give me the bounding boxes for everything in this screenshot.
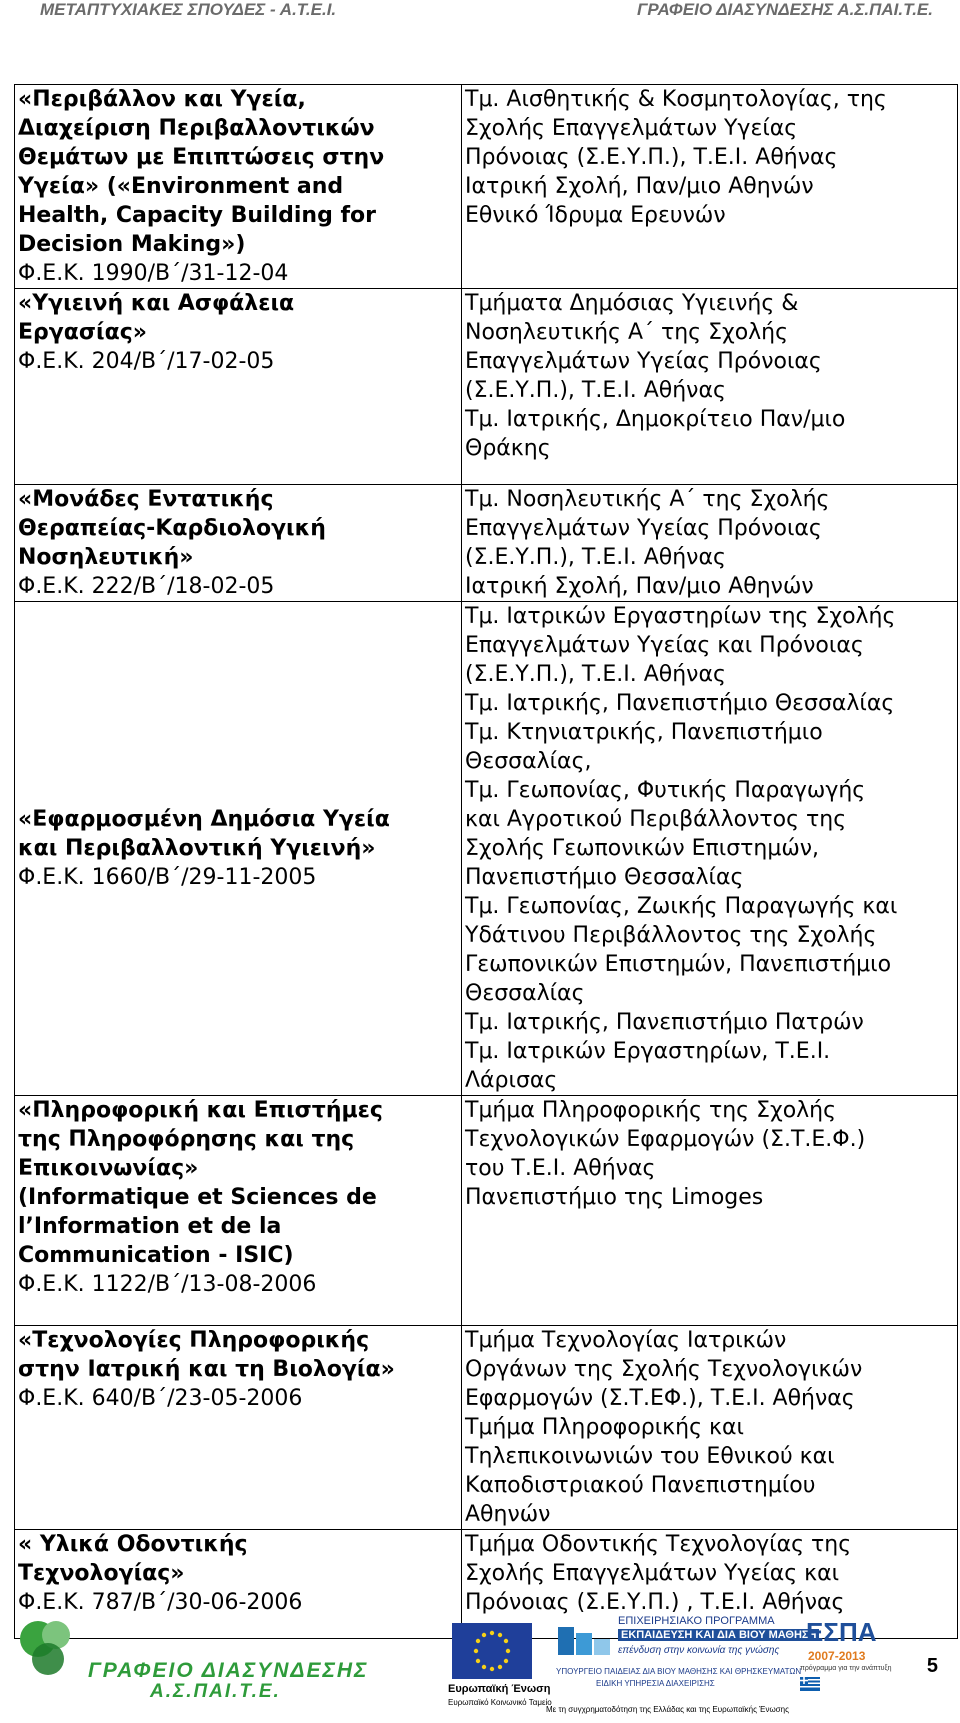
department-line: Θεσσαλίας — [465, 981, 585, 1006]
page-header — [0, 0, 960, 24]
program-cell — [15, 602, 462, 1096]
espa-sub: πρόγραμμα για την ανάπτυξη — [800, 1665, 892, 1672]
department-line: Τμ. Νοσηλευτικής Α΄ της Σχολής — [465, 487, 830, 512]
department-line: Σχολής Γεωπονικών Επιστημών, — [465, 836, 820, 861]
program-title-line: « Υλικά Οδοντικής — [18, 1532, 248, 1557]
program-cell — [15, 1096, 462, 1326]
departments-cell — [462, 1326, 958, 1530]
departments-cell — [462, 85, 958, 289]
department-line: (Σ.Ε.Υ.Π.), Τ.Ε.Ι. Αθήνας — [465, 378, 726, 403]
header-left-text: ΜΕΤΑΠΤΥΧΙΑΚΕΣ ΣΠΟΥΔΕΣ - Α.Τ.Ε.Ι. — [40, 0, 337, 19]
department-line: Τμήμα Πληροφορικής και — [465, 1415, 744, 1440]
department-line: Οργάνων της Σχολής Τεχνολογικών — [465, 1357, 863, 1382]
department-line: Τμ. Αισθητικής & Κοσμητολογίας, της — [465, 87, 887, 112]
program-title-line: «Μονάδες Εντατικής — [18, 487, 274, 512]
table-row — [15, 1096, 958, 1326]
program-line6: Με τη συγχρηματοδότηση της Ελλάδας και της Ευρωπαϊκής Ένωσης — [546, 1705, 789, 1714]
programs-table — [14, 84, 958, 1639]
program-line3: επένδυση στην κοινωνία της γνώσης — [618, 1645, 780, 1656]
departments-cell — [462, 485, 958, 602]
table-row — [15, 289, 958, 485]
program-title-line: «Υγιεινή και Ασφάλεια — [18, 291, 295, 316]
department-line: Αθηνών — [465, 1502, 551, 1527]
office-logo-icon — [12, 1613, 84, 1685]
department-line: Τμ. Γεωπονίας, Ζωικής Παραγωγής και — [465, 894, 898, 919]
program-title-line: «Περιβάλλον και Υγεία, — [18, 87, 306, 112]
department-line: Τμ. Ιατρικής, Πανεπιστήμιο Πατρών — [465, 1010, 864, 1035]
department-line: Γεωπονικών Επιστημών, Πανεπιστήμιο — [465, 952, 892, 977]
espa-title: ΕΣΠΑ — [806, 1617, 877, 1647]
program-title-line: και Περιβαλλοντική Υγιεινή» — [18, 836, 376, 861]
eu-label: Ευρωπαϊκή Ένωση — [448, 1683, 551, 1695]
eu-flag-icon — [452, 1623, 532, 1679]
program-title-line: Decision Making») — [18, 232, 246, 257]
fek-reference: Φ.Ε.Κ. 204/Β΄/17-02-05 — [18, 349, 275, 374]
eu-sub-label: Ευρωπαϊκό Κοινωνικό Ταμείο — [448, 1698, 552, 1707]
department-line: Ιατρική Σχολή, Παν/μιο Αθηνών — [465, 574, 814, 599]
program-title-line: στην Ιατρική και τη Βιολογία» — [18, 1357, 395, 1382]
departments-cell — [462, 602, 958, 1096]
department-line: Τμ. Ιατρικής, Δημοκρίτειο Παν/μιο — [465, 407, 846, 432]
page-footer — [0, 1605, 960, 1723]
header-right-text: ΓΡΑΦΕΙΟ ΔΙΑΣΥΝΔΕΣΗΣ Α.Σ.ΠΑΙ.Τ.Ε. — [637, 0, 933, 19]
departments-cell — [462, 1096, 958, 1326]
department-line: (Σ.Ε.Υ.Π.), Τ.Ε.Ι. Αθήνας — [465, 545, 726, 570]
fek-reference: Φ.Ε.Κ. 1660/Β΄/29-11-2005 — [18, 865, 317, 890]
program-line4: ΥΠΟΥΡΓΕΙΟ ΠΑΙΔΕΙΑΣ ΔΙΑ ΒΙΟΥ ΜΑΘΗΣΗΣ ΚΑΙ ΘΡΗΣΚΕΥΜΑΤΩΝ — [556, 1667, 802, 1676]
department-line: Επαγγελμάτων Υγείας και Πρόνοιας — [465, 633, 864, 658]
fek-reference: Φ.Ε.Κ. 1122/Β΄/13-08-2006 — [18, 1272, 317, 1297]
espa-years: 2007-2013 — [808, 1649, 866, 1663]
department-line: Επαγγελμάτων Υγείας Πρόνοιας — [465, 349, 822, 374]
department-line: Επαγγελμάτων Υγείας Πρόνοιας — [465, 516, 822, 541]
program-title-line: «Πληροφορική και Επιστήμες — [18, 1098, 383, 1123]
program-title-line: Νοσηλευτική» — [18, 545, 194, 570]
program-line1: ΕΠΙΧΕΙΡΗΣΙΑΚΟ ΠΡΟΓΡΑΜΜΑ — [618, 1615, 775, 1627]
program-title-line: Υγεία» («Environment and — [18, 174, 344, 199]
table-row — [15, 85, 958, 289]
department-line: Τμήματα Δημόσιας Υγιεινής & — [465, 291, 799, 316]
program-title-line: «Εφαρμοσμένη Δημόσια Υγεία — [18, 807, 390, 832]
department-line: Καποδιστριακού Πανεπιστημίου — [465, 1473, 816, 1498]
program-line2: ΕΚΠΑΙΔΕΥΣΗ ΚΑΙ ΔΙΑ ΒΙΟΥ ΜΑΘΗΣΗ — [618, 1629, 819, 1641]
program-title-line: Communication - ISIC) — [18, 1243, 294, 1268]
fek-reference: Φ.Ε.Κ. 1990/Β΄/31-12-04 — [18, 261, 289, 286]
program-cell — [15, 289, 462, 485]
program-title-line: (Informatique et Sciences de — [18, 1185, 377, 1210]
department-line: και Αγροτικού Περιβάλλοντος της — [465, 807, 847, 832]
program-title-line: «Τεχνολογίες Πληροφορικής — [18, 1328, 370, 1353]
department-line: Πανεπιστήμιο της Limoges — [465, 1185, 764, 1210]
department-line: του Τ.Ε.Ι. Αθήνας — [465, 1156, 656, 1181]
department-line: Θεσσαλίας, — [465, 749, 592, 774]
program-logo-icon — [556, 1623, 612, 1659]
table-row — [15, 1326, 958, 1530]
program-cell — [15, 485, 462, 602]
department-line: Σχολής Επαγγελμάτων Υγείας και — [465, 1561, 840, 1586]
department-line: Τμήμα Πληροφορικής της Σχολής — [465, 1098, 837, 1123]
department-line: Νοσηλευτικής Α΄ της Σχολής — [465, 320, 789, 345]
department-line: Θράκης — [465, 436, 551, 461]
program-title-line: Τεχνολογίας» — [18, 1561, 185, 1586]
program-line5: ΕΙΔΙΚΗ ΥΠΗΡΕΣΙΑ ΔΙΑΧΕΙΡΙΣΗΣ — [596, 1679, 715, 1688]
fek-reference: Φ.Ε.Κ. 787/Β΄/30-06-2006 — [18, 1590, 303, 1615]
department-line: Πρόνοιας (Σ.Ε.Υ.Π.), Τ.Ε.Ι. Αθήνας — [465, 145, 838, 170]
department-line: Πρόνοιας (Σ.Ε.Υ.Π.) , Τ.Ε.Ι. Αθήνας — [465, 1590, 845, 1615]
departments-cell — [462, 289, 958, 485]
program-title-line: Health, Capacity Building for — [18, 203, 377, 228]
department-line: Τμήμα Τεχνολογίας Ιατρικών — [465, 1328, 787, 1353]
program-title-line: Επικοινωνίας» — [18, 1156, 199, 1181]
program-title-line: Διαχείριση Περιβαλλοντικών — [18, 116, 375, 141]
program-title-line: Θεραπείας-Καρδιολογική — [18, 516, 326, 541]
fek-reference: Φ.Ε.Κ. 222/Β΄/18-02-05 — [18, 574, 275, 599]
page-number: 5 — [926, 1655, 938, 1677]
department-line: Τμ. Κτηνιατρικής, Πανεπιστήμιο — [465, 720, 823, 745]
department-line: Σχολής Επαγγελμάτων Υγείας — [465, 116, 798, 141]
program-title-line: l’Information et de la — [18, 1214, 282, 1239]
office-name-line2: Α.Σ.ΠΑΙ.Τ.Ε. — [150, 1681, 281, 1702]
department-line: Τηλεπικοινωνιών του Εθνικού και — [465, 1444, 835, 1469]
department-line: Εθνικό Ίδρυμα Ερευνών — [465, 203, 726, 228]
department-line: Τμήμα Οδοντικής Τεχνολογίας της — [465, 1532, 852, 1557]
program-title-line: της Πληροφόρησης και της — [18, 1127, 355, 1152]
department-line: Τεχνολογικών Εφαρμογών (Σ.Τ.Ε.Φ.) — [465, 1127, 866, 1152]
department-line: (Σ.Ε.Υ.Π.), Τ.Ε.Ι. Αθήνας — [465, 662, 726, 687]
table-row — [15, 485, 958, 602]
program-cell — [15, 1326, 462, 1530]
program-title-line: Εργασίας» — [18, 320, 147, 345]
greek-flag-icon — [800, 1677, 820, 1691]
fek-reference: Φ.Ε.Κ. 640/Β΄/23-05-2006 — [18, 1386, 303, 1411]
department-line: Λάρισας — [465, 1068, 558, 1093]
department-line: Υδάτινου Περιβάλλοντος της Σχολής — [465, 923, 877, 948]
department-line: Τμ. Ιατρικής, Πανεπιστήμιο Θεσσαλίας — [465, 691, 895, 716]
department-line: Τμ. Ιατρικών Εργαστηρίων της Σχολής — [465, 604, 896, 629]
department-line: Πανεπιστήμιο Θεσσαλίας — [465, 865, 744, 890]
table-row — [15, 602, 958, 1096]
department-line: Ιατρική Σχολή, Παν/μιο Αθηνών — [465, 174, 814, 199]
program-title-line: Θεμάτων με Επιπτώσεις στην — [18, 145, 385, 170]
office-name-line1: ΓΡΑΦΕΙΟ ΔΙΑΣΥΝΔΕΣΗΣ — [88, 1659, 369, 1682]
department-line: Εφαρμογών (Σ.Τ.ΕΦ.), Τ.Ε.Ι. Αθήνας — [465, 1386, 855, 1411]
department-line: Τμ. Γεωπονίας, Φυτικής Παραγωγής — [465, 778, 866, 803]
department-line: Τμ. Ιατρικών Εργαστηρίων, Τ.Ε.Ι. — [465, 1039, 831, 1064]
program-cell — [15, 85, 462, 289]
